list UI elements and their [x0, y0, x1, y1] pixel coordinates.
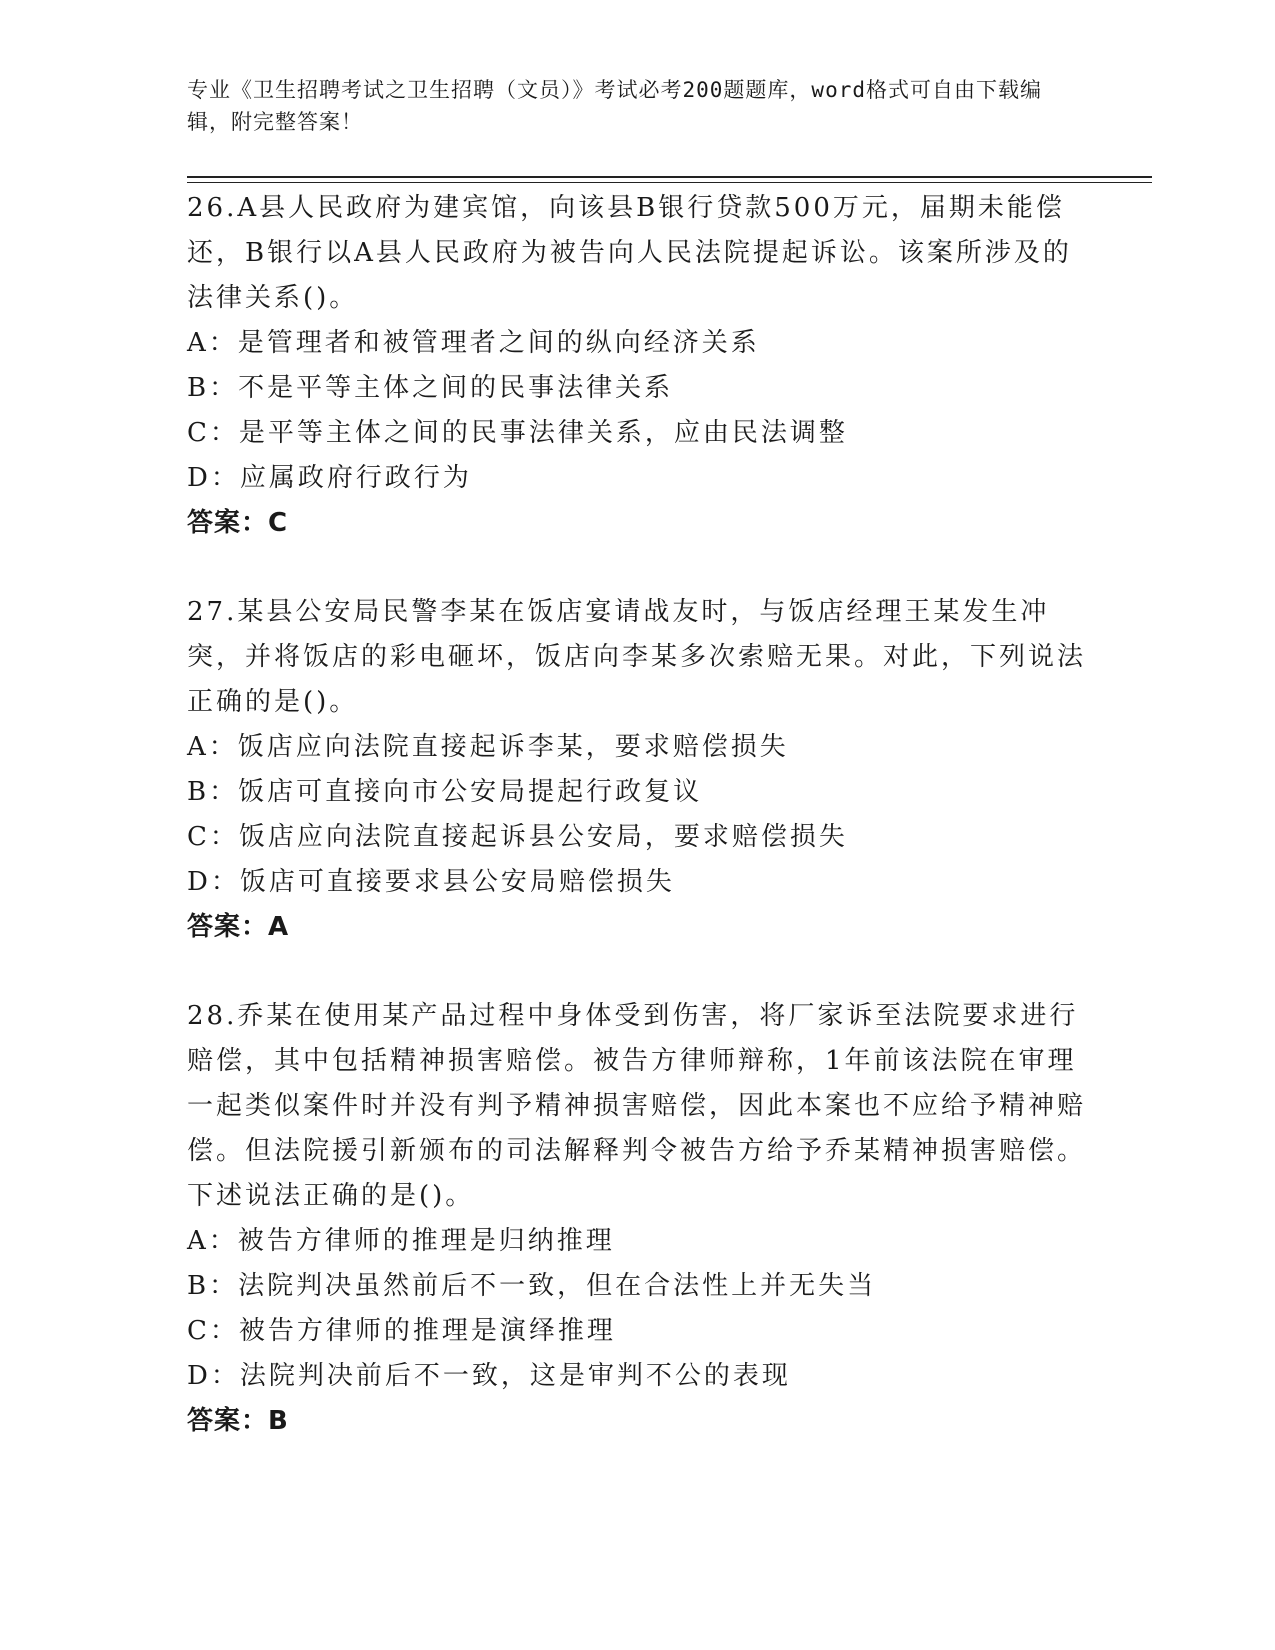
question-26	[187, 186, 1087, 546]
answer-label: 答案：C	[187, 508, 289, 538]
answer-label: 答案：A	[187, 912, 290, 942]
question-27	[187, 590, 1087, 950]
header-intro: 专业《卫生招聘考试之卫生招聘（文员）》考试必考200题题库，word格式可自由下载编辑，附完整答案！	[187, 78, 1042, 134]
option-d: D：应属政府行政行为	[187, 463, 472, 493]
question-stem: 28.乔某在使用某产品过程中身体受到伤害，将厂家诉至法院要求进行赔偿，其中包括精神损害赔偿。被告方律师辩称，1年前该法院在审理一起类似案件时并没有判予精神损害赔偿，因此本案也不应给予精神赔偿。但法院援引新颁布的司法解释判令被告方给予乔某精神损害赔偿。下述说法正确的是()。	[187, 1001, 1087, 1211]
option-a: A：是管理者和被管理者之间的纵向经济关系	[187, 328, 760, 358]
option-a: A：被告方律师的推理是归纳推理	[187, 1226, 615, 1256]
question-stem: 26.A县人民政府为建宾馆，向该县B银行贷款500万元，届期未能偿还，B银行以A县人民政府为被告向人民法院提起诉讼。该案所涉及的法律关系()。	[187, 193, 1072, 313]
option-d: D：饭店可直接要求县公安局赔偿损失	[187, 867, 675, 897]
option-c: C：饭店应向法院直接起诉县公安局，要求赔偿损失	[187, 822, 848, 852]
answer-label: 答案：B	[187, 1406, 289, 1436]
question-28	[187, 994, 1087, 1444]
header-divider-thin	[187, 182, 1152, 183]
header-divider-thick	[187, 176, 1152, 178]
option-b: B：法院判决虽然前后不一致，但在合法性上并无失当	[187, 1271, 877, 1301]
option-d: D：法院判决前后不一致，这是审判不公的表现	[187, 1361, 791, 1391]
option-c: C：被告方律师的推理是演绎推理	[187, 1316, 616, 1346]
option-c: C：是平等主体之间的民事法律关系，应由民法调整	[187, 418, 848, 448]
question-stem: 27.某县公安局民警李某在饭店宴请战友时，与饭店经理王某发生冲突，并将饭店的彩电砸坏，饭店向李某多次索赔无果。对此，下列说法正确的是()。	[187, 597, 1087, 717]
option-b: B：饭店可直接向市公安局提起行政复议	[187, 777, 703, 807]
option-a: A：饭店应向法院直接起诉李某，要求赔偿损失	[187, 732, 789, 762]
option-b: B：不是平等主体之间的民事法律关系	[187, 373, 674, 403]
